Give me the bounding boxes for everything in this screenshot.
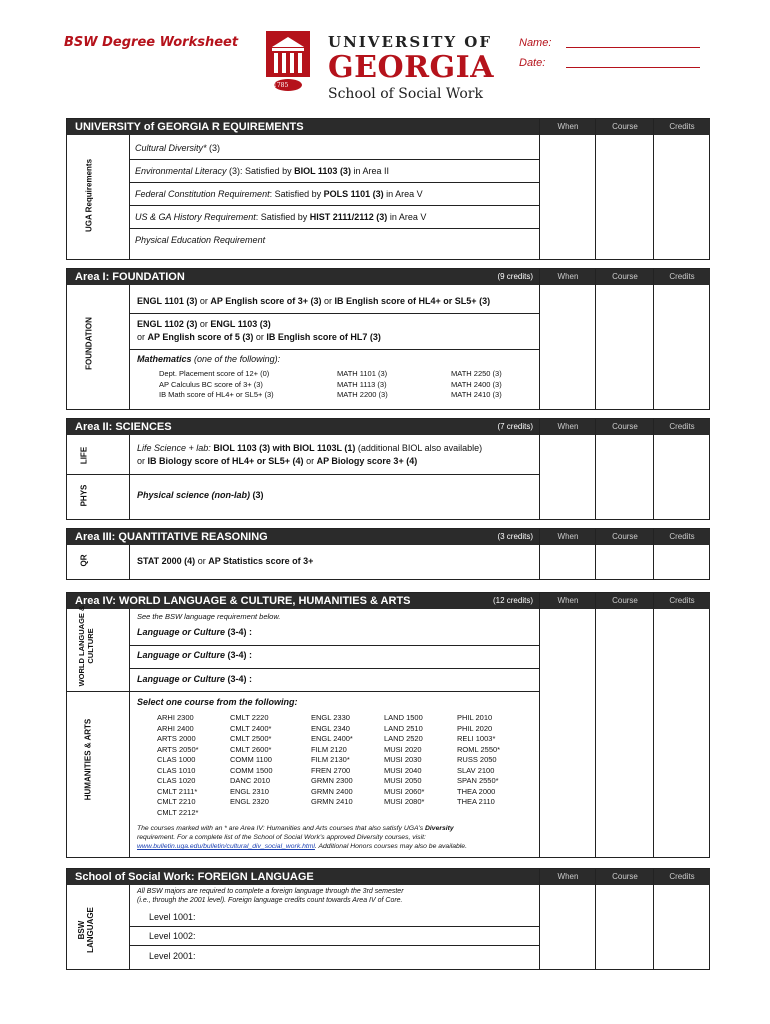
area3-title: Area III: QUANTITATIVE REASONING (3 credits)	[67, 529, 539, 545]
date-label: Date:	[519, 57, 546, 69]
life-science-line2: or IB Biology score of HL4+ or SL5+ (4) or AP Biology score 3+ (4)	[137, 456, 418, 466]
credits-header: Credits	[653, 119, 710, 135]
bulletin-link[interactable]: www.bulletin.uga.edu/bulletin/cultural_div_social_work.html	[137, 843, 315, 850]
math-label: Mathematics (one of the following):	[137, 354, 281, 364]
credits-header: Credits	[653, 269, 710, 285]
bsw-language-side-label: BSW LANGUAGE	[77, 907, 95, 953]
school-name: School of Social Work	[328, 86, 483, 102]
life-science-line1: Life Science + lab: BIOL 1103 (3) with BIOL 1103L (1) (additional BIOL also available)	[137, 443, 483, 453]
area2-section	[66, 418, 710, 520]
course-header: Course	[595, 119, 654, 135]
uga-section-title: UNIVERSITY of GEORGIA R EQUIREMENTS	[67, 119, 539, 135]
uga-item-cultural: Cultural Diversity* (3)	[135, 143, 221, 153]
language-culture-1: Language or Culture (3-4) :	[137, 627, 253, 637]
uga-item-pe: Physical Education Requirement	[135, 235, 266, 245]
foreign-language-title: School of Social Work: FOREIGN LANGUAGE	[67, 869, 539, 885]
area2-title: Area II: SCIENCES (7 credits)	[67, 419, 539, 435]
level-1001: Level 1001:	[149, 912, 196, 922]
course-header: Course	[595, 869, 654, 885]
course-header: Course	[595, 269, 654, 285]
uga-item-constitution: Federal Constitution Requirement: Satisfied by POLS 1101 (3) in Area V	[135, 189, 423, 199]
level-1002: Level 1002:	[149, 931, 196, 941]
foreign-language-section	[66, 868, 710, 970]
select-course-label: Select one course from the following:	[137, 697, 298, 707]
uga-requirements-section	[66, 118, 710, 260]
course-header: Course	[595, 593, 654, 609]
name-label: Name:	[519, 37, 552, 49]
foundation-side-label: FOUNDATION	[84, 317, 94, 370]
physical-science: Physical science (non-lab) (3)	[137, 490, 264, 500]
when-header: When	[539, 593, 596, 609]
stat-requirement: STAT 2000 (4) or AP Statistics score of 3+	[137, 556, 314, 566]
math-col1: Dept. Placement score of 12+ (0) AP Calculus BC score of 3+ (3) IB Math score of HL4+ or SL5+ (3)	[159, 369, 274, 399]
course-header: Course	[595, 419, 654, 435]
worksheet-title: BSW Degree Worksheet	[64, 35, 239, 50]
humanities-col4: LAND 1500 LAND 2510 LAND 2520 MUSI 2020 MUSI 2030 MUSI 2040 MUSI 2050 MUSI 2060* MUSI 2080*	[384, 713, 425, 806]
qr-side-label: QR	[79, 554, 89, 567]
language-culture-3: Language or Culture (3-4) :	[137, 674, 253, 684]
area4-title: Area IV: WORLD LANGUAGE & CULTURE, HUMANITIES & ARTS (12 credits)	[67, 593, 539, 609]
name-field[interactable]	[566, 47, 700, 48]
math-col3: MATH 2250 (3) MATH 2400 (3) MATH 2410 (3)	[451, 369, 502, 399]
area3-section	[66, 528, 710, 580]
georgia-text: GEORGIA	[328, 50, 494, 85]
level-2001: Level 2001:	[149, 951, 196, 961]
credits-header: Credits	[653, 869, 710, 885]
humanities-col2: CMLT 2220 CMLT 2400* CMLT 2500* CMLT 2600* COMM 1100 COMM 1500 DANC 2010 ENGL 2310 ENGL 2320	[230, 713, 273, 806]
uga-item-environmental: Environmental Literacy (3): Satisfied by BIOL 1103 (3) in Area II	[135, 166, 389, 176]
credits-header: Credits	[653, 419, 710, 435]
credits-header: Credits	[653, 593, 710, 609]
when-header: When	[539, 529, 596, 545]
when-header: When	[539, 419, 596, 435]
date-field[interactable]	[566, 67, 700, 68]
area1-title: Area I: FOUNDATION (9 credits)	[67, 269, 539, 285]
world-language-side-label: WORLD LANGUAGE & CULTURE	[77, 605, 95, 687]
see-language-note: See the BSW language requirement below.	[137, 612, 281, 621]
seal-year: 1785	[273, 82, 289, 89]
language-culture-2: Language or Culture (3-4) :	[137, 650, 253, 660]
humanities-side-label: HUMANITIES & ARTS	[83, 718, 93, 801]
when-header: When	[539, 869, 596, 885]
diversity-footnote: The courses marked with an * are Area IV: Humanities and Arts courses that also satisfy UGA’s Diversity requirement. For a complete list of the School of Social Work’s approved Diversity courses, visit: www.bulletin.uga.edu/bulletin/cultural_div_social_work.html. Additional Honors courses may also be available.	[137, 825, 467, 850]
humanities-col3: ENGL 2330 ENGL 2340 ENGL 2400* FILM 2120 FILM 2130* FREN 2700 GRMN 2300 GRMN 2400 GRMN 2410	[311, 713, 353, 806]
humanities-col1: ARHI 2300 ARHI 2400 ARTS 2000 ARTS 2050* CLAS 1000 CLAS 1010 CLAS 1020 CMLT 2111* CMLT 2210 CMLT 2212*	[157, 713, 199, 817]
life-side-label: LIFE	[79, 446, 89, 465]
area1-row2-line1: ENGL 1102 (3) or ENGL 1103 (3)	[137, 319, 271, 329]
credits-header: Credits	[653, 529, 710, 545]
when-header: When	[539, 119, 596, 135]
math-col2: MATH 1101 (3) MATH 1113 (3) MATH 2200 (3)	[337, 369, 388, 399]
university-of-text: UNIVERSITY OF	[328, 33, 493, 51]
area1-section	[66, 268, 710, 410]
area1-row2-line2: or AP English score of 5 (3) or IB English score of HL7 (3)	[137, 332, 381, 342]
uga-side-label: UGA Requirements	[84, 158, 94, 233]
foreign-language-note: All BSW majors are required to complete a foreign language through the 3rd semester (i.e., through the 2001 level). Foreign language credits count towards Area IV of Core.	[137, 888, 404, 904]
when-header: When	[539, 269, 596, 285]
phys-side-label: PHYS	[79, 484, 89, 507]
uga-item-history: US & GA History Requirement: Satisfied by HIST 2111/2112 (3) in Area V	[135, 212, 427, 222]
area1-row1: ENGL 1101 (3) or AP English score of 3+ (3) or IB English score of HL4+ or SL5+ (3)	[137, 296, 491, 306]
course-header: Course	[595, 529, 654, 545]
area4-section	[66, 592, 710, 858]
humanities-col5: PHIL 2010 PHIL 2020 RELI 1003* ROML 2550* RUSS 2050 SLAV 2100 SPAN 2550* THEA 2000 THEA 2110	[457, 713, 501, 806]
